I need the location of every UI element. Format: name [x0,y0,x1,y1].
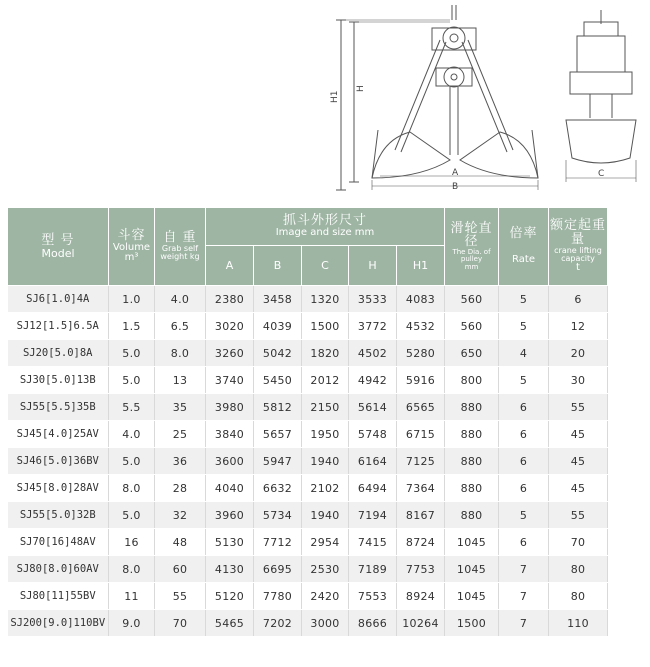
cell-volume: 5.0 [109,340,155,367]
cell-capacity: 70 [549,529,608,556]
rate-cn: 倍率 [509,226,538,242]
cell-volume: 1.5 [109,313,155,340]
table-row [8,610,608,637]
table-row [8,421,608,448]
cell-h: 7415 [349,529,397,556]
size-en: Image and size mm [275,227,375,239]
cell-h1: 8167 [397,502,445,529]
cell-rate: 5 [499,313,549,340]
cell-a: 4130 [206,556,254,583]
cell-b: 5734 [254,502,302,529]
cell-weight: 13 [155,367,206,394]
cell-c: 1820 [302,340,349,367]
cell-rate: 6 [499,448,549,475]
cell-weight: 28 [155,475,206,502]
capacity-unit: t [576,262,580,274]
cell-weight: 70 [155,610,206,637]
capacity-en: crane lifting capacity [554,245,602,263]
cell-h1: 6715 [397,421,445,448]
cell-weight: 55 [155,583,206,610]
cell-volume: 5.5 [109,394,155,421]
cell-a: 5130 [206,529,254,556]
table-row [8,475,608,502]
cell-h: 3772 [349,313,397,340]
cell-b: 4039 [254,313,302,340]
cell-c: 1940 [302,502,349,529]
cell-pulley: 560 [445,313,499,340]
cell-capacity: 30 [549,367,608,394]
cell-c: 1950 [302,421,349,448]
size-cn: 抓斗外形尺寸 [283,213,368,229]
cell-volume: 4.0 [109,421,155,448]
cell-h: 8666 [349,610,397,637]
cell-weight: 6.5 [155,313,206,340]
cell-c: 2420 [302,583,349,610]
cell-h1: 8924 [397,583,445,610]
cell-c: 1940 [302,448,349,475]
cell-a: 3980 [206,394,254,421]
cell-weight: 4.0 [155,286,206,313]
c-label: C [598,169,605,179]
cell-a: 4040 [206,475,254,502]
cell-b: 5450 [254,367,302,394]
table-row [8,583,608,610]
header-c: C [302,246,349,286]
cell-pulley: 880 [445,502,499,529]
cell-h1: 6565 [397,394,445,421]
cell-c: 1500 [302,313,349,340]
cell-c: 3000 [302,610,349,637]
cell-rate: 7 [499,556,549,583]
cell-h: 3533 [349,286,397,313]
cell-capacity: 80 [549,556,608,583]
model-cn: 型 号 [41,232,75,248]
cell-capacity: 45 [549,421,608,448]
cell-rate: 6 [499,421,549,448]
cell-model: SJ55[5.0]32B [8,502,109,529]
cell-rate: 6 [499,394,549,421]
cell-capacity: 45 [549,475,608,502]
b-label: B [452,182,459,192]
cell-b: 7712 [254,529,302,556]
cell-model: SJ55[5.5]35B [8,394,109,421]
front-view-drawing [336,5,538,190]
cell-pulley: 880 [445,475,499,502]
model-en: Model [41,246,75,260]
cell-h1: 10264 [397,610,445,637]
cell-model: SJ45[8.0]28AV [8,475,109,502]
table-row [8,394,608,421]
spec-table [7,207,608,637]
table-row [8,502,608,529]
cell-rate: 6 [499,475,549,502]
cell-c: 2954 [302,529,349,556]
cell-a: 3600 [206,448,254,475]
header-rate [499,208,549,286]
cell-model: SJ12[1.5]6.5A [8,313,109,340]
cell-pulley: 800 [445,367,499,394]
cell-pulley: 1045 [445,556,499,583]
weight-en-1: Grab self [161,243,199,253]
header-h: H [349,246,397,286]
cell-capacity: 55 [549,394,608,421]
cell-capacity: 20 [549,340,608,367]
header-volume [109,208,155,286]
cell-pulley: 880 [445,421,499,448]
cell-pulley: 1045 [445,529,499,556]
header-model [8,208,109,286]
cell-c: 2012 [302,367,349,394]
cell-rate: 7 [499,610,549,637]
header-a: A [206,246,254,286]
cell-a: 3020 [206,313,254,340]
cell-weight: 32 [155,502,206,529]
a-label: A [452,168,459,178]
weight-cn: 自 重 [163,230,197,246]
cell-a: 2380 [206,286,254,313]
cell-a: 5120 [206,583,254,610]
cell-h: 7194 [349,502,397,529]
cell-b: 5042 [254,340,302,367]
cell-h: 4942 [349,367,397,394]
pulley-unit: mm [464,262,479,271]
cell-capacity: 110 [549,610,608,637]
cell-a: 3260 [206,340,254,367]
grab-drawings [0,0,650,205]
cell-volume: 5.0 [109,367,155,394]
cell-rate: 6 [499,529,549,556]
cell-b: 6695 [254,556,302,583]
cell-b: 5812 [254,394,302,421]
cell-volume: 5.0 [109,448,155,475]
table-row [8,286,608,313]
header-weight [155,208,206,286]
cell-model: SJ80[11]55BV [8,583,109,610]
cell-h: 4502 [349,340,397,367]
cell-model: SJ45[4.0]25AV [8,421,109,448]
h1-label: H1 [330,90,340,103]
cell-model: SJ30[5.0]13B [8,367,109,394]
cell-pulley: 880 [445,394,499,421]
cell-capacity: 55 [549,502,608,529]
cell-model: SJ200[9.0]110BV [8,610,109,637]
cell-capacity: 80 [549,583,608,610]
cell-h: 5748 [349,421,397,448]
cell-volume: 8.0 [109,475,155,502]
cell-h1: 4083 [397,286,445,313]
cell-h1: 4532 [397,313,445,340]
cell-rate: 5 [499,286,549,313]
cell-rate: 7 [499,583,549,610]
cell-weight: 60 [155,556,206,583]
volume-unit: m³ [124,252,139,264]
cell-h: 6494 [349,475,397,502]
cell-model: SJ20[5.0]8A [8,340,109,367]
cell-rate: 5 [499,367,549,394]
cell-b: 5947 [254,448,302,475]
cell-a: 3960 [206,502,254,529]
rate-en: Rate [512,254,535,266]
cell-volume: 1.0 [109,286,155,313]
side-view-drawing [566,10,636,182]
cell-a: 5465 [206,610,254,637]
weight-en-2: weight kg [160,252,200,262]
header-capacity [549,208,608,286]
cell-pulley: 560 [445,286,499,313]
table-row [8,448,608,475]
table-row [8,340,608,367]
cell-c: 2150 [302,394,349,421]
cell-model: SJ46[5.0]36BV [8,448,109,475]
cell-h1: 5916 [397,367,445,394]
cell-pulley: 1500 [445,610,499,637]
cell-volume: 16 [109,529,155,556]
cell-volume: 9.0 [109,610,155,637]
cell-volume: 8.0 [109,556,155,583]
cell-weight: 8.0 [155,340,206,367]
table-row [8,529,608,556]
cell-a: 3740 [206,367,254,394]
cell-h: 7189 [349,556,397,583]
cell-b: 7202 [254,610,302,637]
header-b: B [254,246,302,286]
cell-c: 1320 [302,286,349,313]
cell-model: SJ70[16]48AV [8,529,109,556]
cell-rate: 4 [499,340,549,367]
cell-model: SJ80[8.0]60AV [8,556,109,583]
cell-b: 5657 [254,421,302,448]
header-h1: H1 [397,246,445,286]
table-row [8,313,608,340]
cell-b: 6632 [254,475,302,502]
cell-b: 7780 [254,583,302,610]
table-row [8,367,608,394]
cell-h1: 5280 [397,340,445,367]
cell-b: 3458 [254,286,302,313]
cell-rate: 5 [499,502,549,529]
cell-c: 2530 [302,556,349,583]
h-label: H [356,85,366,92]
spec-table-body [8,286,608,637]
cell-c: 2102 [302,475,349,502]
cell-weight: 35 [155,394,206,421]
cell-model: SJ6[1.0]4A [8,286,109,313]
cell-h: 6164 [349,448,397,475]
cell-capacity: 45 [549,448,608,475]
cell-h1: 7364 [397,475,445,502]
cell-pulley: 1045 [445,583,499,610]
cell-pulley: 880 [445,448,499,475]
cell-weight: 25 [155,421,206,448]
cell-weight: 48 [155,529,206,556]
pulley-en: The Dia. of pulley [452,248,491,264]
capacity-cn: 额定起重量 [550,218,607,247]
cell-h: 5614 [349,394,397,421]
cell-h1: 8724 [397,529,445,556]
volume-cn: 斗容 [117,228,146,244]
cell-h: 7553 [349,583,397,610]
cell-weight: 36 [155,448,206,475]
table-row [8,556,608,583]
cell-h1: 7125 [397,448,445,475]
cell-capacity: 12 [549,313,608,340]
volume-en: Volume [112,241,151,253]
pulley-cn: 滑轮直径 [450,220,493,250]
header-size [206,208,445,246]
cell-a: 3840 [206,421,254,448]
cell-volume: 11 [109,583,155,610]
cell-volume: 5.0 [109,502,155,529]
cell-pulley: 650 [445,340,499,367]
cell-h1: 7753 [397,556,445,583]
header-pulley [445,208,499,286]
cell-capacity: 6 [549,286,608,313]
